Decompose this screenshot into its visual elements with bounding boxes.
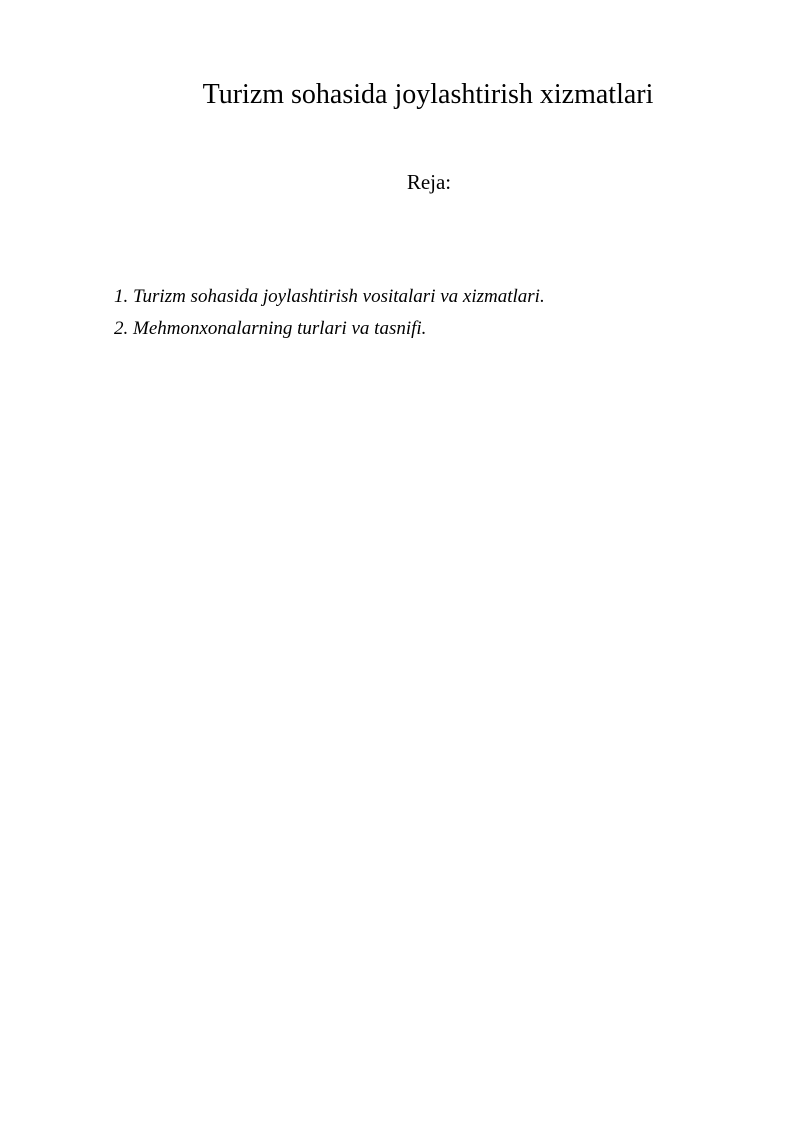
plan-item-1: 1. Turizm sohasida joylashtirish vositalari va xizmatlari. bbox=[114, 286, 545, 307]
plan-list bbox=[114, 284, 545, 348]
document-title: Turizm sohasida joylashtirish xizmatlari bbox=[202, 79, 654, 110]
plan-item-2: 2. Mehmonxonalarning turlari va tasnifi. bbox=[114, 318, 427, 339]
plan-heading: Reja: bbox=[406, 170, 452, 194]
